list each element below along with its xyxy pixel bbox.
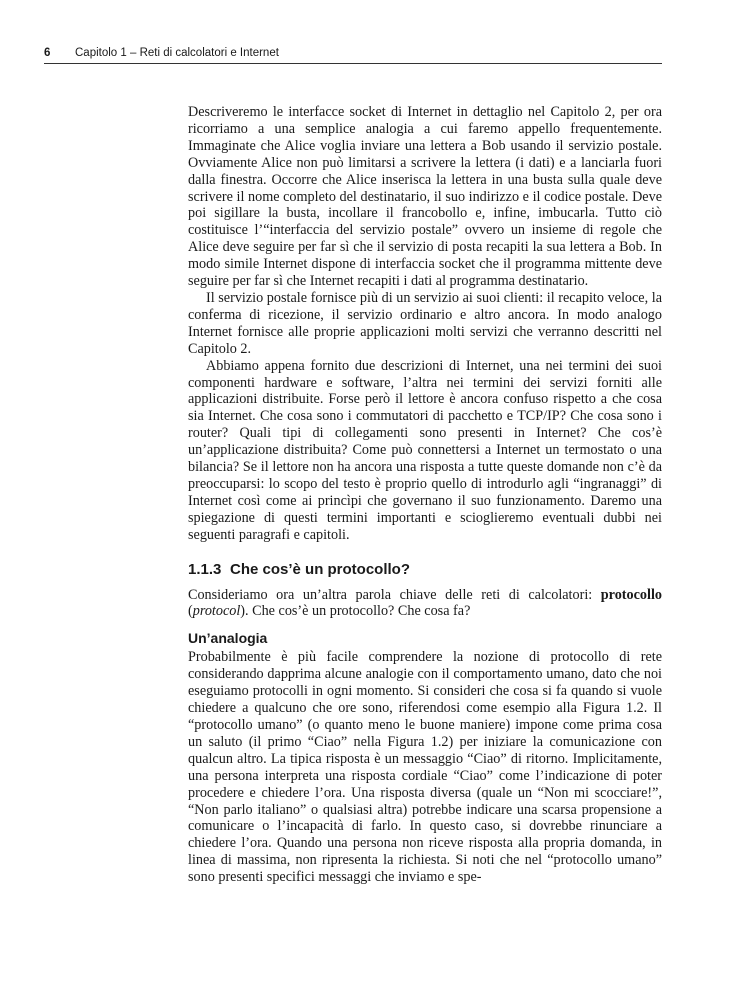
term-protocol-english: protocol — [192, 603, 241, 620]
chapter-title: Capitolo 1 – Reti di calcolatori e Internet — [75, 47, 279, 59]
protocol-intro-text: Consideriamo ora un’altra parola chiave delle reti di calcolatori: — [188, 586, 601, 603]
paragraph-human-analogy: Probabilmente è più facile comprendere la nozione di protocollo di rete considerando dapprima alcune analogie con il comportamento umano, dato che noi eseguiamo protocolli in ogni momento. Si consideri che cosa si fa quando si vuole chiedere a qualcuno che ore sono, riferendosi come esempio alla Figura 1.2. Il “protocollo umano” (o quanto meno le buone maniere) impone come prima cosa un saluto (il primo “Ciao” nella Figura 1.2) per iniziare la comunicazione con qualcun altro. La tipica risposta è un messaggio “Ciao” di ritorno. Implicitamente, una persona interpreta una risposta cordiale “Ciao” come l’indicazione di poter procedere e chiedere l’ora. Una risposta diversa (quale un “Non mi scocciare!”, “Non parlo italiano” o qualsiasi altra) potrebbe indicare una scarsa propensione a comunicare o l’incapacità di farlo. In questo caso, si dovrebbe rinunciare a chiedere l’ora. Quando una persona non riceve risposta alla propria domanda, in linea di massima, non ripresenta la richiesta. Si noti che nel “protocollo umano” sono presenti specifici messaggi che inviamo e spe- — [188, 649, 662, 886]
paragraph-internet-descriptions: Abbiamo appena fornito due descrizioni di Internet, una nei termini dei suoi componenti hardware e software, l’altra nei termini dei servizi forniti alle applicazioni distribuite. Forse però il lettore è ancora confuso rispetto a che cosa sia Internet. Che cosa sono i commutatori di pacchetto e TCP/IP? Che cosa sono i router? Quali tipi di collegamenti sono presenti in Internet? Che cos’è un’applicazione distribuita? Come può connettersi a Internet un termostato o una bilancia? Se il lettore non ha ancora una risposta a tutte queste domande non c’è da preoccuparsi: lo scopo del testo è proprio quello di introdurlo agli “ingranaggi” di Internet così come ai princìpi che governano il suo funzionamento. Daremo una spiegazione di questi termini importanti e scioglieremo eventuali dubbi nei seguenti paragrafi e capitoli. — [188, 357, 662, 543]
term-protocollo: protocollo — [600, 586, 662, 603]
section-title: Che cos’è un protocollo? — [230, 560, 411, 578]
subsection-heading: Un’analogia — [188, 630, 268, 647]
protocol-intro-questions: ). Che cos’è un protocollo? Che cosa fa? — [240, 603, 471, 620]
paragraph-protocol-intro — [188, 587, 662, 621]
page-body — [188, 104, 662, 886]
section-heading — [188, 561, 662, 579]
protocol-intro-paren: ( — [188, 603, 193, 620]
paragraph-socket-interface: Descriveremo le interfacce socket di Internet in dettaglio nel Capitolo 2, per ora ricorriamo a una semplice analogia a cui faremo appello frequentemente. Immaginate che Alice voglia inviare una lettera a Bob usando il servizio postale. Ovviamente Alice non può limitarsi a scrivere la lettera (i dati) e a lanciarla fuori dalla finestra. Occorre che Alice inserisca la lettera in una busta sulla quale deve scrivere il nome completo del destinatario, il suo indirizzo e il codice postale. Deve poi sigillare la busta, incollare il francobollo e, infine, imbucarla. Tutto ciò costituisce l’“interfaccia del servizio postale” ovvero un insieme di regole che Alice deve seguire per far sì che il servizio di posta recapiti la sua lettera a Bob. In modo simile Internet dispone di interfaccia socket che il programma mittente deve seguire per far sì che Internet recapiti i dati al programma destinatario. — [188, 104, 662, 290]
running-header — [44, 46, 662, 64]
section-number: 1.1.3 — [188, 560, 222, 578]
paragraph-postal-service: Il servizio postale fornisce più di un servizio ai suoi clienti: il recapito veloce, la conferma di ricezione, il servizio ordinario e altro ancora. In modo analogo Internet fornisce alle proprie applicazioni molti servizi che verranno descritti nel Capitolo 2. — [188, 289, 662, 357]
page-number: 6 — [44, 47, 51, 59]
